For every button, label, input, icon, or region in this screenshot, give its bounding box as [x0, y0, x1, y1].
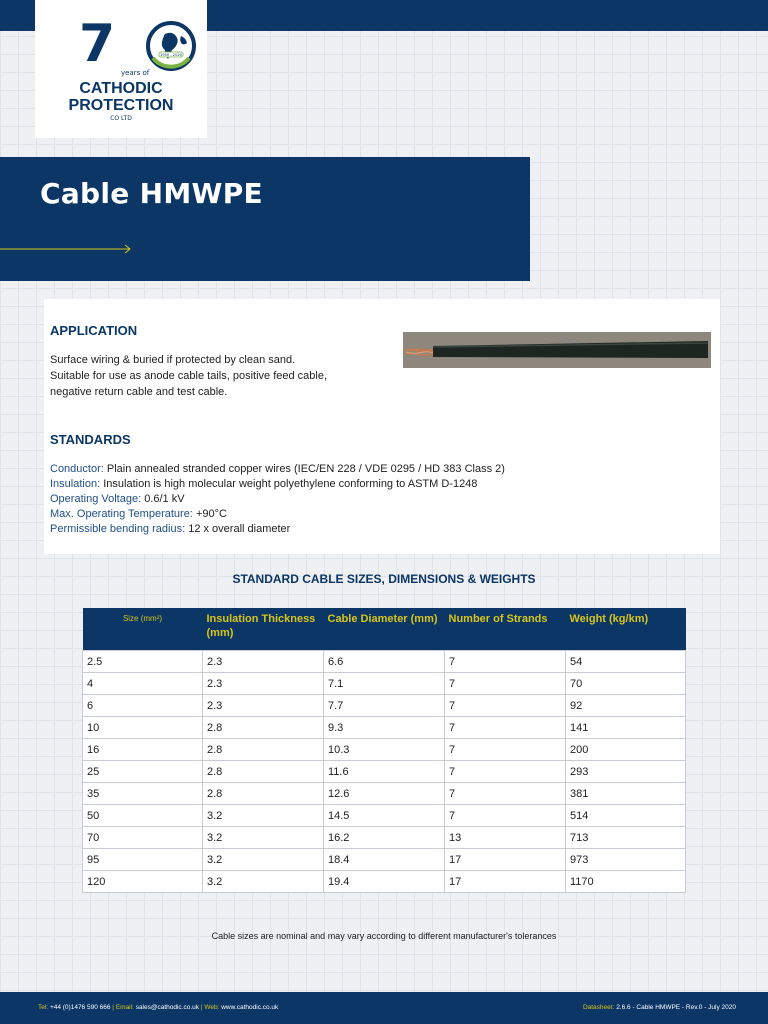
datasheet-value: 2.6.6 - Cable HMWPE - Rev.0 - July 2020	[616, 1004, 736, 1011]
table-cell: 7	[445, 695, 566, 717]
logo-years-text: years of	[121, 69, 150, 77]
tel-value[interactable]: +44 (0)1476 590 666	[49, 1004, 111, 1011]
col-header-insulation: Insulation Thickness (mm)	[203, 608, 324, 651]
table-caption: STANDARD CABLE SIZES, DIMENSIONS & WEIGHTS	[232, 572, 536, 586]
table-cell: 7	[445, 783, 566, 805]
table-cell: 2.5	[83, 651, 203, 673]
cable-table	[82, 608, 686, 893]
standard-label: Operating Voltage:	[50, 493, 142, 505]
standard-item	[50, 477, 710, 492]
standard-item	[50, 492, 710, 507]
title-banner	[0, 157, 530, 281]
table-cell: 7	[445, 739, 566, 761]
table-row	[83, 761, 686, 783]
info-card	[44, 299, 720, 554]
table-cell: 35	[83, 783, 203, 805]
table-footnote: Cable sizes are nominal and may vary according to different manufacturer's tolerances	[211, 931, 557, 941]
standard-value: +90°C	[195, 508, 227, 520]
table-cell: 4	[83, 673, 203, 695]
table-cell: 7	[445, 761, 566, 783]
table-cell: 6	[83, 695, 203, 717]
table-cell: 7	[445, 651, 566, 673]
tel-label: Tel:	[38, 1004, 49, 1011]
table-cell: 2.3	[203, 695, 324, 717]
cable-illustration	[403, 332, 711, 368]
table-cell: 7	[445, 717, 566, 739]
logo-number: 7	[79, 14, 114, 74]
table-cell: 9.3	[324, 717, 445, 739]
table-cell: 3.2	[203, 827, 324, 849]
standard-value: Plain annealed stranded copper wires (IEC/EN 228 / VDE 0295 / HD 383 Class 2)	[106, 463, 505, 475]
standard-item	[50, 462, 710, 477]
standard-label: Conductor:	[50, 463, 104, 475]
table-cell: 50	[83, 805, 203, 827]
table-cell: 19.4	[324, 871, 445, 893]
table-cell: 381	[566, 783, 686, 805]
datasheet-label: Datasheet:	[582, 1004, 615, 1011]
col-header-diameter: Cable Diameter (mm)	[324, 608, 445, 651]
col-header-size: Size (mm²)	[83, 608, 203, 651]
table-row	[83, 717, 686, 739]
table-cell: 2.8	[203, 739, 324, 761]
table-cell: 70	[566, 673, 686, 695]
table-cell: 2.8	[203, 761, 324, 783]
footer-contacts	[38, 1004, 278, 1011]
table-row	[83, 739, 686, 761]
table-cell: 2.3	[203, 651, 324, 673]
col-header-strands: Number of Strands	[445, 608, 566, 651]
table-row	[83, 827, 686, 849]
table-cell: 17	[445, 849, 566, 871]
standard-value: Insulation is high molecular weight polyethylene conforming to ASTM D-1248	[103, 478, 478, 490]
globe-icon	[145, 20, 197, 72]
table-row	[83, 695, 686, 717]
application-line: negative return cable and test cable.	[50, 386, 228, 398]
cable-photo	[403, 332, 711, 368]
table-cell: 7	[445, 805, 566, 827]
table-cell: 7	[445, 673, 566, 695]
standard-value: 0.6/1 kV	[144, 493, 185, 505]
table-cell: 293	[566, 761, 686, 783]
table-cell: 7.7	[324, 695, 445, 717]
application-line: Surface wiring & buried if protected by clean sand.	[50, 354, 296, 366]
table-cell: 3.2	[203, 849, 324, 871]
separator: |	[112, 1004, 114, 1011]
table-cell: 16	[83, 739, 203, 761]
web-label: Web:	[204, 1004, 220, 1011]
email-link[interactable]: sales@cathodic.co.uk	[135, 1004, 200, 1011]
standard-item	[50, 507, 710, 522]
table-cell: 11.6	[324, 761, 445, 783]
table-row	[83, 805, 686, 827]
standards-heading: STANDARDS	[50, 432, 131, 447]
table-cell: 92	[566, 695, 686, 717]
page-title: Cable HMWPE	[40, 177, 263, 210]
table-cell: 6.6	[324, 651, 445, 673]
standards-list	[50, 462, 710, 537]
logo-badge: 1950 - 2020	[160, 53, 182, 57]
table-cell: 16.2	[324, 827, 445, 849]
table-cell: 18.4	[324, 849, 445, 871]
application-heading: APPLICATION	[50, 323, 138, 338]
table-cell: 12.6	[324, 783, 445, 805]
table-cell: 141	[566, 717, 686, 739]
table-cell: 10.3	[324, 739, 445, 761]
table-cell: 2.8	[203, 783, 324, 805]
table-cell: 70	[83, 827, 203, 849]
standard-value: 12 x overall diameter	[188, 523, 291, 535]
standard-label: Permissible bending radius:	[50, 523, 186, 535]
company-logo	[35, 0, 207, 138]
table-row	[83, 651, 686, 673]
table-row	[83, 783, 686, 805]
table-cell: 514	[566, 805, 686, 827]
table-cell: 3.2	[203, 805, 324, 827]
table-header-row	[83, 608, 686, 651]
table-cell: 10	[83, 717, 203, 739]
logo-line-protection: PROTECTION	[68, 97, 174, 114]
logo-line-cathodic: CATHODIC	[79, 80, 163, 97]
table-cell: 25	[83, 761, 203, 783]
table-cell: 713	[566, 827, 686, 849]
standard-label: Insulation:	[50, 478, 101, 490]
table-cell: 973	[566, 849, 686, 871]
table-row	[83, 673, 686, 695]
table-cell: 14.5	[324, 805, 445, 827]
standard-label: Max. Operating Temperature:	[50, 508, 193, 520]
table-cell: 200	[566, 739, 686, 761]
separator: |	[200, 1004, 203, 1011]
table-cell: 1170	[566, 871, 686, 893]
email-label: Email:	[115, 1004, 134, 1011]
table-cell: 7.1	[324, 673, 445, 695]
arrow-right-icon	[0, 243, 132, 255]
web-link[interactable]: www.cathodic.co.uk	[221, 1004, 279, 1011]
table-cell: 120	[83, 871, 203, 893]
standard-item	[50, 522, 710, 537]
table-row	[83, 849, 686, 871]
footer-datasheet	[583, 1004, 736, 1011]
table-cell: 54	[566, 651, 686, 673]
table-cell: 95	[83, 849, 203, 871]
table-cell: 13	[445, 827, 566, 849]
col-header-weight: Weight (kg/km)	[566, 608, 686, 651]
table-cell: 3.2	[203, 871, 324, 893]
table-cell: 17	[445, 871, 566, 893]
table-body	[83, 651, 686, 893]
application-text	[50, 352, 370, 400]
table-cell: 2.8	[203, 717, 324, 739]
table-cell: 2.3	[203, 673, 324, 695]
application-line: Suitable for use as anode cable tails, positive feed cable,	[50, 370, 328, 382]
logo-line-coltd: CO LTD	[110, 115, 132, 122]
table-row	[83, 871, 686, 893]
footer-bar	[0, 992, 768, 1024]
